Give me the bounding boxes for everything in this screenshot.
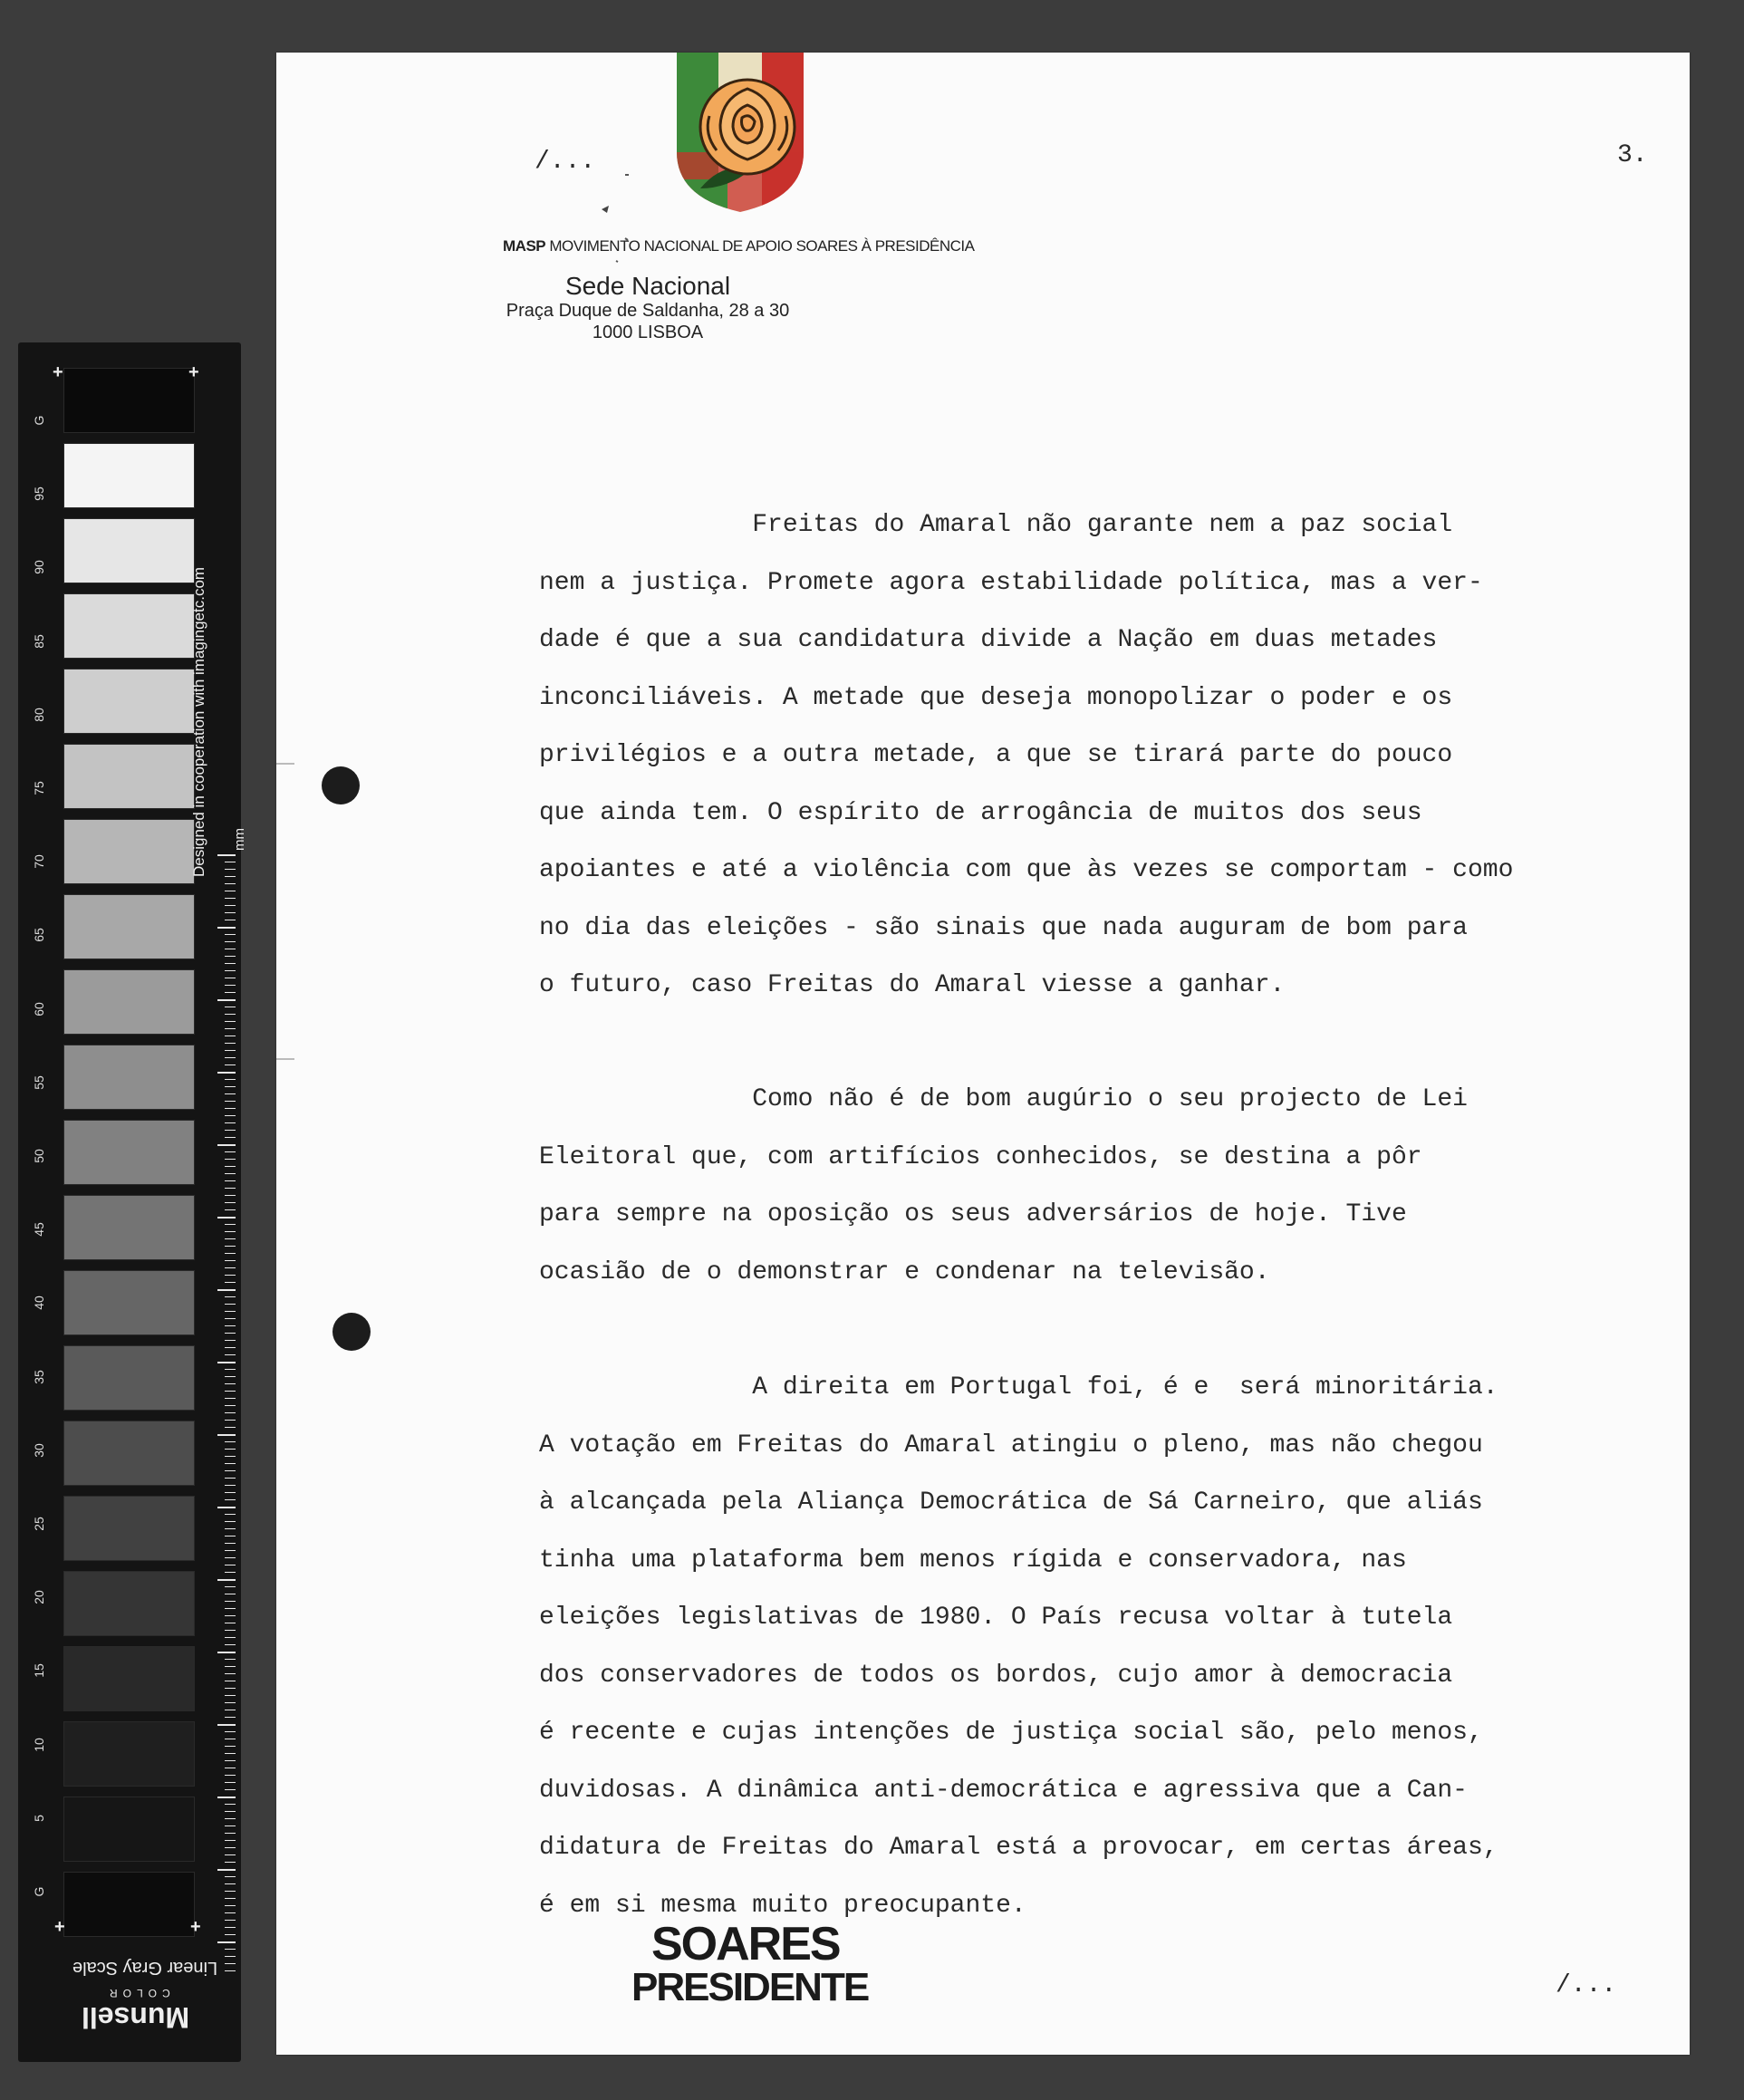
text-line: o futuro, caso Freitas do Amaral viesse a ganhar.: [539, 971, 1286, 999]
gray-patch-label: 90: [32, 560, 46, 575]
gray-patch-label: G: [32, 415, 46, 426]
gray-patch-label: 70: [32, 854, 46, 869]
organization-full-name: MOVIMENTO NACIONAL DE APOIO SOARES À PRESIDÊNCIA: [549, 237, 975, 255]
plus-icon: +: [190, 1917, 201, 1937]
gray-patch-label: 40: [32, 1296, 46, 1311]
rose-emblem-icon: [673, 53, 807, 214]
gray-patch-label: 80: [32, 708, 46, 722]
gray-patch-label: 5: [32, 1814, 46, 1822]
plus-icon: +: [53, 362, 63, 382]
paragraph-2: [539, 1071, 1626, 1301]
continuation-top: /...: [535, 148, 596, 176]
gray-patch: [63, 1872, 195, 1937]
gray-patch-label: 75: [32, 781, 46, 795]
text-line: privilégios e a outra metade, a que se tirará parte do pouco: [539, 741, 1453, 769]
sede-address: Praça Duque de Saldanha, 28 a 30: [506, 301, 790, 321]
scan-marks: [598, 166, 634, 279]
text-line: apoiantes e até a violência com que às vezes se comportam - como: [539, 856, 1514, 884]
gray-patch-label: 35: [32, 1369, 46, 1384]
text-line: é recente e cujas intenções de justiça social são, pelo menos,: [539, 1719, 1483, 1747]
plus-icon: +: [188, 362, 199, 382]
text-line: dos conservadores de todos os bordos, cujo amor à democracia: [539, 1661, 1453, 1690]
edge-mark: [276, 763, 294, 765]
text-line: eleições legislativas de 1980. O País recusa voltar à tutela: [539, 1604, 1453, 1632]
gray-patch: [63, 1646, 195, 1711]
gray-patch-label: G: [32, 1886, 46, 1897]
gray-patch-label: 10: [32, 1737, 46, 1752]
footer-logo-line2: PRESIDENTE: [631, 1965, 869, 2009]
gray-patch: [63, 969, 195, 1035]
text-line: Eleitoral que, com artifícios conhecidos, se destina a pôr: [539, 1142, 1422, 1171]
text-line: duvidosas. A dinâmica anti-democrática e agressiva que a Can-: [539, 1776, 1468, 1805]
text-line: ocasião de o demonstrar e condenar na televisão.: [539, 1257, 1270, 1286]
gray-patch: [63, 593, 195, 659]
card-caption: Linear Gray Scale: [72, 1958, 218, 1978]
text-line: no dia das eleições - são sinais que nada auguram de bom para: [539, 913, 1468, 942]
page-number: 3.: [1617, 141, 1648, 169]
card-side-text: Designed in cooperation with imagingetc.com: [190, 566, 207, 877]
gray-patch-label: 60: [32, 1001, 46, 1016]
gray-patch: [63, 669, 195, 734]
gray-patch: [63, 744, 195, 809]
gray-patch: [63, 1345, 195, 1411]
sede-title: Sede Nacional: [564, 272, 731, 300]
text-line: à alcançada pela Aliança Democrática de Sá Carneiro, que aliás: [539, 1488, 1483, 1517]
text-line: que ainda tem. O espírito de arrogância de muitos dos seus: [539, 798, 1422, 827]
organization-abbrev: MASP: [503, 237, 546, 255]
gray-patch: [63, 1496, 195, 1561]
text-line: Freitas do Amaral não garante nem a paz social: [539, 511, 1453, 539]
text-line: é em si mesma muito preocupante.: [539, 1891, 1026, 1920]
gray-patch-label: 45: [32, 1222, 46, 1237]
sede-city: 1000 LISBOA: [592, 323, 704, 342]
text-line: inconciliáveis. A metade que deseja monopolizar o poder e os: [539, 683, 1453, 712]
edge-mark: [276, 1058, 294, 1060]
gray-patch: [63, 1120, 195, 1185]
gray-patch-label: 95: [32, 486, 46, 501]
gray-patch-label: 50: [32, 1149, 46, 1163]
text-line: Como não é de bom augúrio o seu projecto de Lei: [539, 1085, 1468, 1113]
gray-patch-label: 25: [32, 1517, 46, 1531]
text-line: tinha uma plataforma bem menos rígida e conservadora, nas: [539, 1546, 1407, 1575]
gray-patch: [63, 518, 195, 583]
text-line: dade é que a sua candidatura divide a Nação em duas metades: [539, 626, 1438, 654]
paragraph-1: [539, 496, 1626, 1015]
gray-patch: [63, 1797, 195, 1862]
punch-hole: [332, 1313, 371, 1351]
gray-patch: [63, 894, 195, 959]
text-line: para sempre na oposição os seus adversários de hoje. Tive: [539, 1200, 1407, 1228]
gray-patch: [63, 443, 195, 508]
gray-scale-card: [18, 342, 247, 2062]
text-line: nem a justiça. Promete agora estabilidade política, mas a ver-: [539, 568, 1483, 597]
text-line: A direita em Portugal foi, é e será minoritária.: [539, 1373, 1498, 1402]
soares-presidente-logo: [631, 1918, 869, 2009]
gray-patch-label: 55: [32, 1075, 46, 1090]
card-brand-sub: COLOR: [104, 1987, 170, 1999]
gray-patch-label: 65: [32, 928, 46, 943]
footer-logo-line1: SOARES: [651, 1918, 840, 1970]
gray-patch: [63, 1721, 195, 1787]
gray-patch: [63, 1270, 195, 1335]
gray-patch: [63, 1195, 195, 1260]
card-brand: Munsell: [82, 2001, 190, 2034]
organization-name: [503, 237, 974, 255]
gray-patch: [63, 1571, 195, 1636]
continuation-bottom: /...: [1556, 1971, 1617, 1999]
card-unit-label: mm: [232, 828, 247, 851]
gray-patch-label: 85: [32, 633, 46, 649]
gray-patch: [63, 368, 195, 433]
gray-patch: [63, 819, 195, 884]
gray-patch-label: 20: [32, 1590, 46, 1604]
plus-icon: +: [54, 1917, 65, 1937]
document-page: [276, 53, 1690, 2055]
text-line: didatura de Freitas do Amaral está a provocar, em certas áreas,: [539, 1834, 1498, 1862]
punch-hole: [322, 766, 360, 804]
gray-patch: [63, 1045, 195, 1110]
gray-patch-label: 15: [32, 1663, 46, 1679]
paragraph-3: [539, 1359, 1626, 1934]
gray-patch: [63, 1421, 195, 1486]
gray-patch-label: 30: [32, 1443, 46, 1458]
text-line: A votação em Freitas do Amaral atingiu o pleno, mas não chegou: [539, 1431, 1483, 1459]
ruler-major-ticks: [217, 854, 236, 1973]
